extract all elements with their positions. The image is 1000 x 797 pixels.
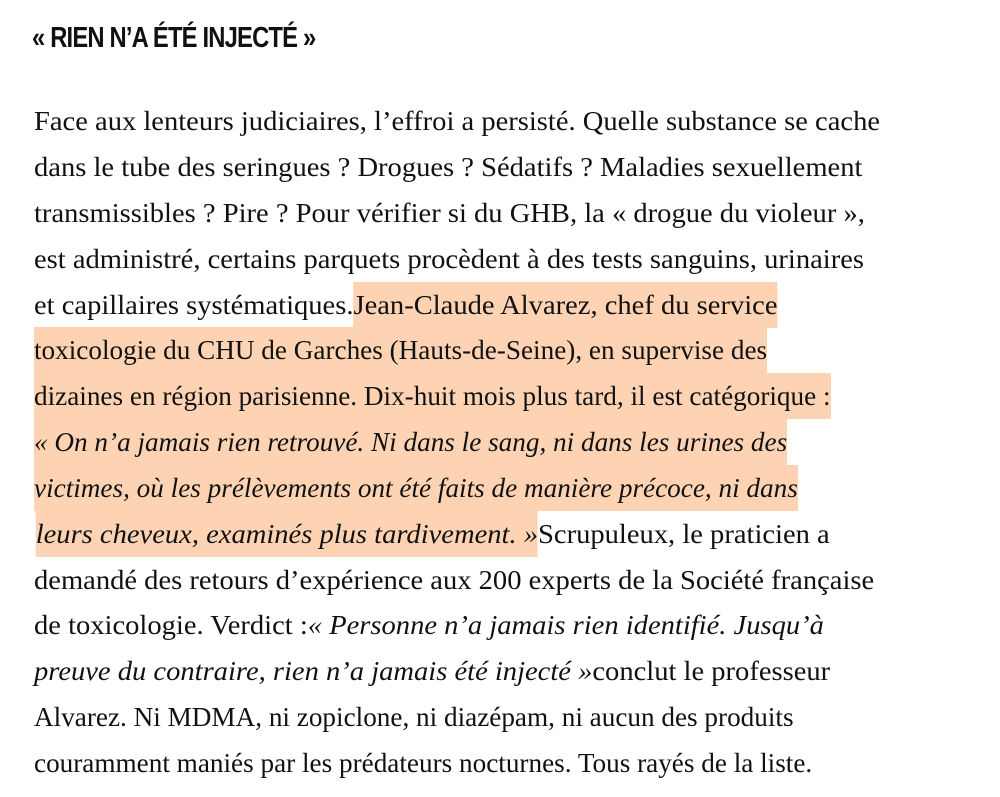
text-line [34,144,862,190]
text-line [0,373,831,419]
text-line [34,740,812,786]
text-line [34,98,880,144]
line-text: couramment maniés par les prédateurs nocturnes. Tous rayés de la liste. [34,748,813,778]
highlighted-text: dizaines en région parisienne. Dix-huit mois plus tard, il est catégorique : [34,373,831,419]
section-heading: « RIEN N’A ÉTÉ INJECTÉ » [32,22,316,54]
text-line [34,282,778,328]
text-line [34,557,874,603]
text-line [0,419,787,465]
highlighted-text: toxicologie du CHU de Garches (Hauts-de-Seine), en supervise des [34,327,767,373]
text-line [34,602,824,648]
line-text: et capillaires systématiques. [34,290,354,320]
line-text: transmissibles ? Pire ? Pour vérifier si du GHB, la « drogue du violeur », [34,198,865,228]
line-text: de toxicologie. Verdict : [34,610,308,640]
italic-quote: preuve du contraire, rien n’a jamais été injecté » [34,656,593,686]
line-text: Scrupuleux, le praticien a [538,519,830,549]
highlighted-quote: « On n’a jamais rien retrouvé. Ni dans le sang, ni dans les urines des [34,419,787,465]
line-text: demandé des retours d’expérience aux 200 experts de la Société française [34,565,875,595]
line-text: conclut le professeur [592,656,831,686]
line-text: Face aux lenteurs judiciaires, l’effroi a persisté. Quelle substance se cache [34,106,881,136]
line-text: dans le tube des seringues ? Drogues ? Sédatifs ? Maladies sexuellement [34,152,863,182]
text-line [34,190,865,236]
text-line [0,511,830,557]
text-line [34,236,864,282]
line-text: Alvarez. Ni MDMA, ni zopiclone, ni diazépam, ni aucun des produits [34,702,794,732]
text-line [0,327,767,373]
text-line [34,648,830,694]
text-line [0,465,798,511]
line-text: est administré, certains parquets procèdent à des tests sanguins, urinaires [34,244,864,274]
text-line [34,694,794,740]
highlighted-quote: victimes, où les prélèvements ont été faits de manière précoce, ni dans [34,465,798,511]
highlighted-quote: leurs cheveux, examinés plus tardivement. » [36,511,538,557]
italic-quote: « Personne n’a jamais rien identifié. Jusqu’à [307,610,824,640]
highlighted-text: Jean-Claude Alvarez, chef du service [353,282,777,328]
